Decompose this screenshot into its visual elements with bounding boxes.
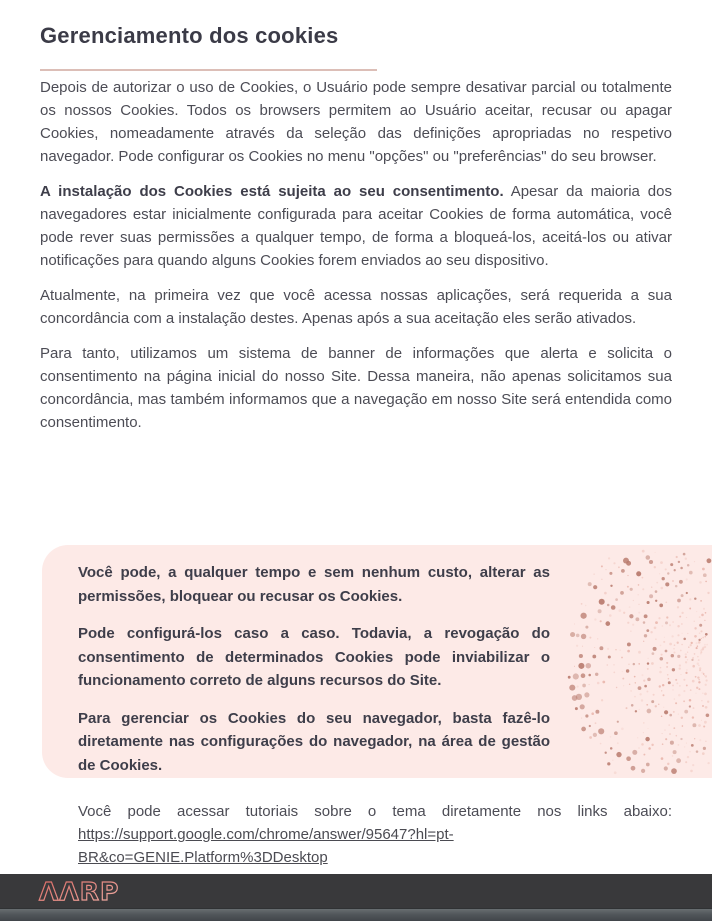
links-section	[78, 800, 672, 869]
paragraph-3: Atualmente, na primeira vez que você acessa nossas aplicações, será requerida a sua concordância com a instalação destes. Apenas após a sua aceitação eles serão ativados.	[40, 287, 672, 327]
footer-bar	[0, 874, 712, 908]
body-copy	[40, 76, 672, 446]
paragraph-2-rest: Apesar da maioria dos navegadores estar inicialmente configurada para aceitar Cookies de forma automática, você pode rever suas permissões a qualquer tempo, de forma a bloqueá-los, aceitá-los ou ativar notificações para quando alguns Cookies forem enviados ao seu dispositivo.	[40, 183, 672, 269]
highlight-box-text	[78, 561, 550, 777]
dot-burst-decoration	[537, 545, 712, 778]
paragraph-1: Depois de autorizar o uso de Cookies, o Usuário pode sempre desativar parcial ou totalmente os nossos Cookies. Todos os browsers permitem ao Usuário aceitar, recusar ou apagar Cookies, nomeadamente através da seleção das definições apropriadas no respetivo navegador. Pode configurar os Cookies no menu "opções" ou "preferências" do seu browser.	[40, 79, 672, 165]
highlight-box	[42, 545, 712, 778]
paragraph-2-bold-lead: A instalação dos Cookies está sujeita ao seu consentimento.	[40, 183, 504, 200]
box-paragraph-3: Para gerenciar os Cookies do seu navegador, basta fazê-lo diretamente nas configurações do navegador, na área de gestão de Cookies.	[78, 709, 550, 774]
paragraph-2	[40, 180, 672, 272]
box-paragraph-1: Você pode, a qualquer tempo e sem nenhum custo, alterar as permissões, bloquear ou recusar os Cookies.	[78, 564, 550, 605]
title-underline	[40, 69, 377, 71]
page-title: Gerenciamento dos cookies	[40, 23, 339, 48]
box-paragraph-2: Pode configurá-los caso a caso. Todavia, a revogação do consentimento de determinados Cookies pode inviabilizar o funcionamento correto de alguns recursos do Site.	[78, 625, 550, 689]
brand-logo-text: ΛΛRP	[39, 878, 120, 906]
links-intro: Você pode acessar tutoriais sobre o tema diretamente nos links abaixo:	[78, 803, 672, 820]
tutorial-link-line1: https://support.google.com/chrome/answer/95647?hl=pt-	[78, 826, 454, 843]
window-edge-strip	[0, 908, 712, 921]
tutorial-link-line2: BR&co=GENIE.Platform%3DDesktop	[78, 849, 328, 866]
tutorial-link[interactable]	[78, 826, 454, 866]
paragraph-4: Para tanto, utilizamos um sistema de banner de informações que alerta e solicita o consentimento na página inicial do nosso Site. Dessa maneira, não apenas solicitamos sua concordância, mas também informamos que a navegação em nosso Site será entendida como consentimento.	[40, 345, 672, 431]
brand-logo	[38, 878, 168, 906]
